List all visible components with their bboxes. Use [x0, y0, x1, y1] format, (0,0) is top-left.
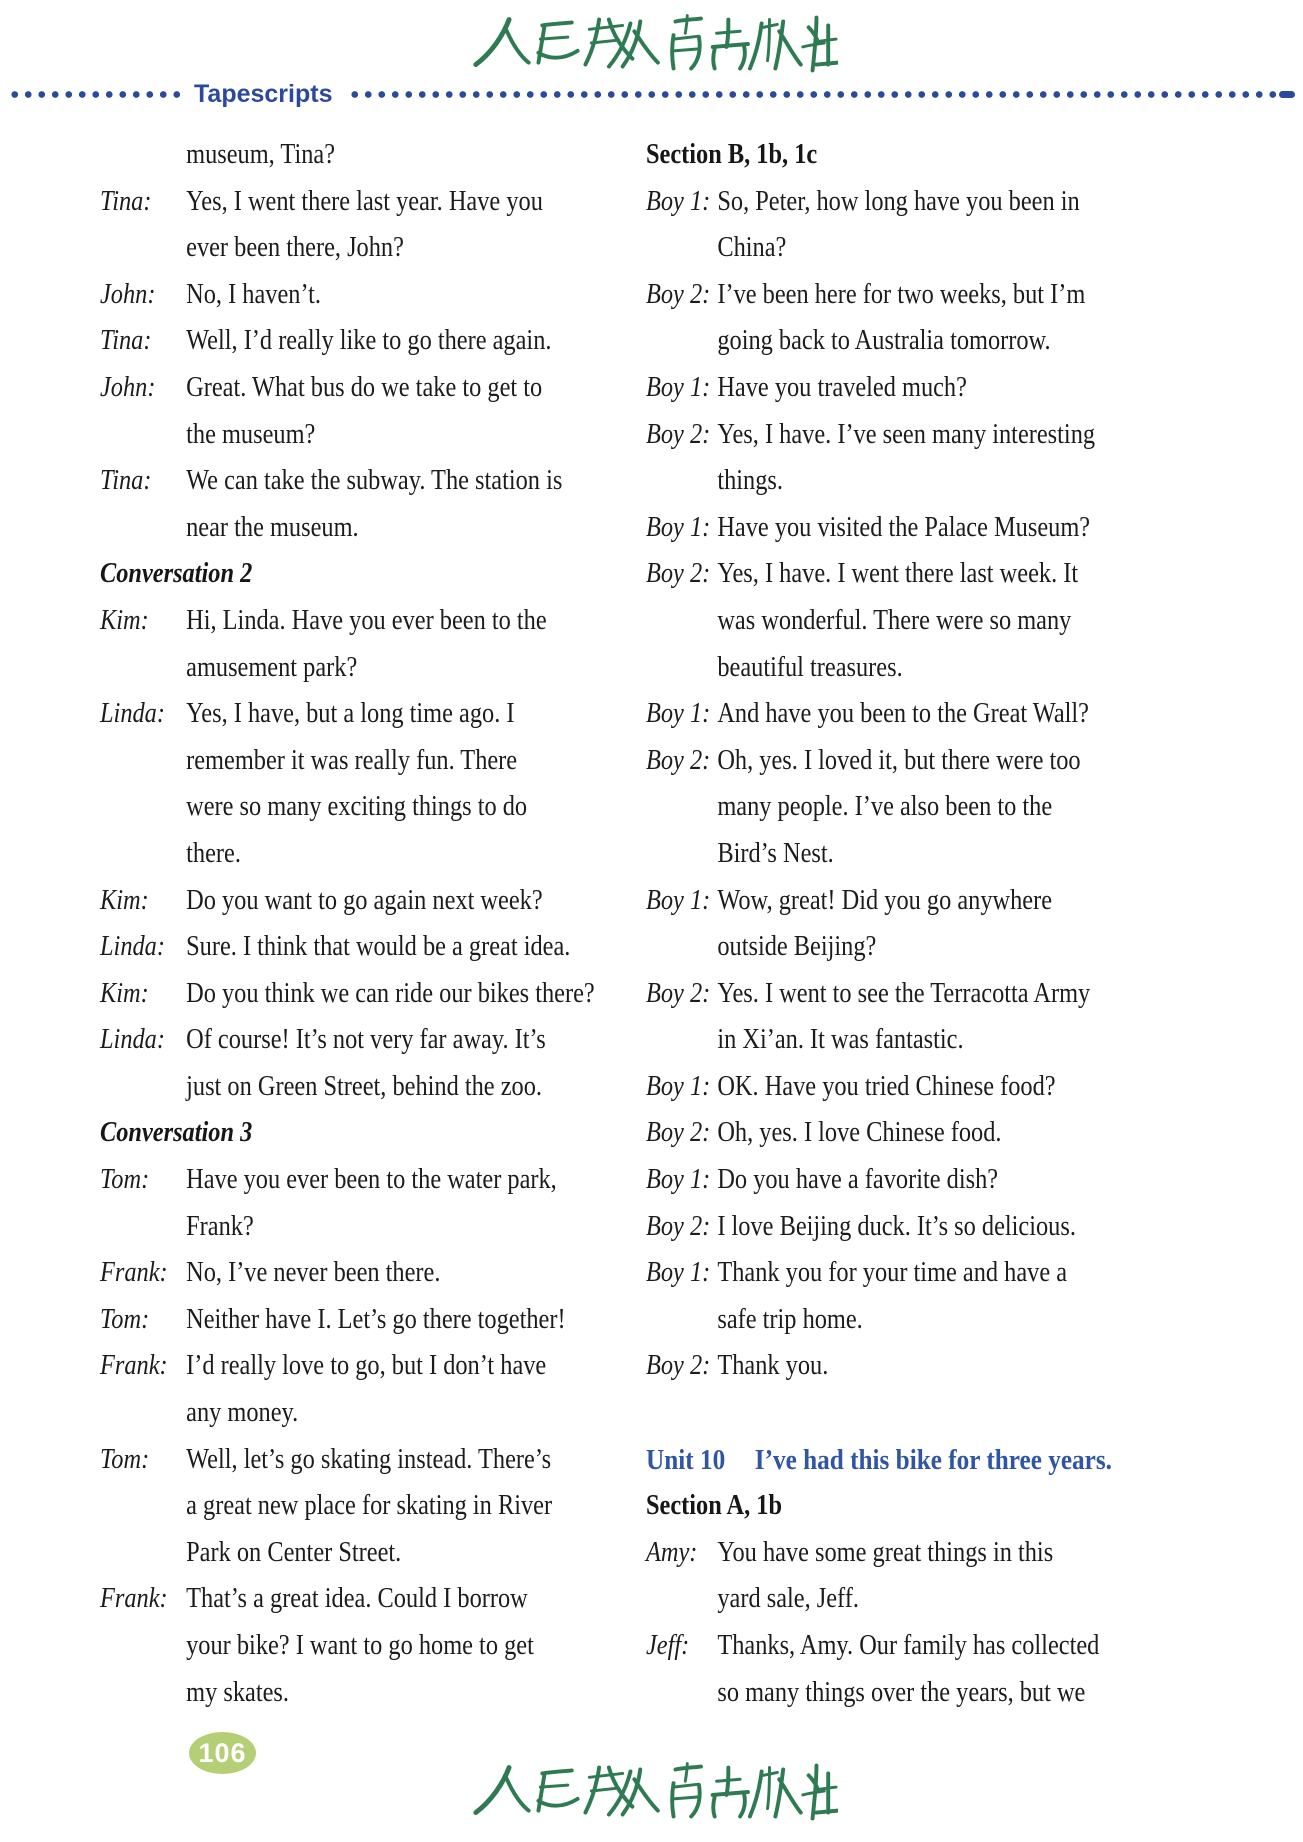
- dialogue-line: OK. Have you tried Chinese food?: [717, 1070, 1056, 1102]
- dialogue-entry: [100, 179, 639, 272]
- dialogue-line: Frank?: [186, 1210, 254, 1242]
- dialogue-line: No, I haven’t.: [186, 278, 321, 310]
- publisher-logo-top: [0, 12, 1303, 76]
- dialogue-lines: [186, 272, 639, 319]
- dialogue-line: your bike? I want to go home to get: [186, 1630, 534, 1661]
- speaker-label: Linda:: [100, 698, 165, 730]
- dialogue-lines: [717, 1623, 1255, 1716]
- dialogue-line: Well, let’s go skating instead. There’s: [186, 1443, 552, 1475]
- dialogue-lines: [717, 691, 1255, 738]
- dialogue-line: We can take the subway. The station is: [186, 465, 563, 497]
- continuation-entry: [100, 132, 639, 179]
- speaker-label: Boy 2:: [646, 1210, 711, 1242]
- speaker-label: Kim:: [100, 884, 149, 916]
- speaker-label: Boy 1:: [646, 371, 711, 403]
- dialogue-lines: [717, 1064, 1255, 1111]
- dialogue-line: the museum?: [186, 418, 316, 450]
- dialogue-line: in Xi’an. It was fantastic.: [717, 1024, 964, 1056]
- dialogue-lines: [186, 691, 639, 877]
- right-column: [646, 132, 1255, 1716]
- dialogue-entry: [646, 272, 1255, 365]
- speaker-label: Boy 2:: [646, 558, 711, 590]
- dialogue-line: a great new place for skating in River: [186, 1490, 553, 1522]
- dialogue-line: near the museum.: [186, 511, 359, 543]
- dialogue-lines: [186, 971, 639, 1018]
- dialogue-line: Yes, I went there last year. Have you: [186, 185, 543, 217]
- speaker-label: Frank:: [100, 1257, 168, 1289]
- dialogue-entry: [100, 878, 639, 925]
- speaker-label: Amy:: [646, 1536, 698, 1568]
- dialogue-lines: [186, 1017, 639, 1110]
- dialogue-lines: [717, 878, 1255, 971]
- dialogue-line: I’ve been here for two weeks, but I’m: [717, 278, 1086, 310]
- speaker-label: Tina:: [100, 465, 152, 497]
- publisher-logo-bottom: [0, 1760, 1303, 1824]
- dialogue-lines: [186, 598, 639, 691]
- dialogue-line: just on Green Street, behind the zoo.: [186, 1070, 542, 1102]
- speaker-label: Tina:: [100, 325, 152, 357]
- speaker-label: Boy 1:: [646, 884, 711, 916]
- dotted-rule-right-icon: [348, 90, 1295, 99]
- dialogue-lines: [717, 738, 1255, 878]
- speaker-label: John:: [100, 278, 156, 310]
- dialogue-lines: [186, 1343, 639, 1436]
- speaker-label: Tom:: [100, 1303, 150, 1335]
- dialogue-entry: [646, 1530, 1255, 1623]
- dialogue-line: I love Beijing duck. It’s so delicious.: [717, 1210, 1076, 1242]
- dialogue-line: Yes. I went to see the Terracotta Army: [717, 977, 1091, 1009]
- dialogue-lines: [717, 1157, 1255, 1204]
- dialogue-line: Yes, I have, but a long time ago. I: [186, 698, 515, 730]
- dialogue-entry: [100, 1017, 639, 1110]
- dialogue-entry: [646, 505, 1255, 552]
- dialogue-line: Of course! It’s not very far away. It’s: [186, 1024, 546, 1056]
- section-heading: Section B, 1b, 1c: [646, 139, 818, 170]
- dialogue-entry: [646, 738, 1255, 878]
- dialogue-line: Thank you.: [717, 1350, 829, 1382]
- dialogue-line: Yes, I have. I’ve seen many interesting: [717, 418, 1096, 450]
- dialogue-line: Great. What bus do we take to get to: [186, 371, 543, 403]
- dialogue-entry: [100, 924, 639, 971]
- dialogue-line: was wonderful. There were so many: [717, 604, 1072, 636]
- speaker-label: Kim:: [100, 977, 149, 1009]
- dialogue-line: museum, Tina?: [186, 139, 336, 170]
- page-number: 106: [198, 1737, 247, 1768]
- speaker-label: Frank:: [100, 1583, 168, 1615]
- dialogue-line: things.: [717, 465, 783, 497]
- dialogue-entry: [646, 878, 1255, 971]
- pep-logo-calligraphy-icon: [466, 1760, 838, 1824]
- dialogue-line: And have you been to the Great Wall?: [717, 698, 1090, 730]
- dialogue-entry: [646, 971, 1255, 1064]
- dialogue-lines: [186, 458, 639, 551]
- left-column: [100, 132, 639, 1716]
- dialogue-line: That’s a great idea. Could I borrow: [186, 1583, 528, 1615]
- dialogue-line: many people. I’ve also been to the: [717, 791, 1053, 823]
- speaker-label: Kim:: [100, 604, 149, 636]
- dialogue-lines: [717, 551, 1255, 691]
- dialogue-lines: [717, 365, 1255, 412]
- conversation-heading: Conversation 3: [100, 1117, 253, 1149]
- speaker-label: Jeff:: [646, 1630, 690, 1661]
- speaker-label: Linda:: [100, 931, 165, 963]
- dialogue-line: Hi, Linda. Have you ever been to the: [186, 604, 547, 636]
- dialogue-entry: [100, 1343, 639, 1436]
- dialogue-line: remember it was really fun. There: [186, 744, 518, 776]
- dialogue-lines: [186, 132, 639, 179]
- speaker-label: Boy 2:: [646, 1350, 711, 1382]
- dialogue-entry: [646, 179, 1255, 272]
- speaker-label: Boy 1:: [646, 1070, 711, 1102]
- dialogue-lines: [186, 365, 639, 458]
- dialogue-entry: [100, 458, 639, 551]
- dialogue-line: Oh, yes. I love Chinese food.: [717, 1117, 1002, 1149]
- section-heading: Section A, 1b: [646, 1490, 783, 1522]
- dialogue-line: beautiful treasures.: [717, 651, 903, 683]
- dialogue-line: Well, I’d really like to go there again.: [186, 325, 552, 357]
- dialogue-line: So, Peter, how long have you been in: [717, 185, 1080, 217]
- dialogue-line: No, I’ve never been there.: [186, 1257, 441, 1289]
- dialogue-lines: [186, 924, 639, 971]
- speaker-label: John:: [100, 371, 156, 403]
- dialogue-line: I’d really love to go, but I don’t have: [186, 1350, 547, 1382]
- dialogue-lines: [186, 1576, 639, 1716]
- dialogue-entry: [100, 691, 639, 877]
- dialogue-line: ever been there, John?: [186, 232, 404, 264]
- dialogue-line: my skates.: [186, 1676, 289, 1708]
- dialogue-entry: [100, 971, 639, 1018]
- dialogue-entry: [100, 318, 639, 365]
- dialogue-line: Oh, yes. I loved it, but there were too: [717, 744, 1081, 776]
- dialogue-line: Thanks, Amy. Our family has collected: [717, 1630, 1100, 1661]
- dialogue-entry: [100, 1297, 639, 1344]
- dialogue-line: Have you traveled much?: [717, 371, 967, 403]
- dialogue-entry: [646, 1064, 1255, 1111]
- dialogue-entry: [646, 1157, 1255, 1204]
- dialogue-lines: [717, 1110, 1255, 1157]
- dialogue-entry: [100, 272, 639, 319]
- dialogue-entry: [646, 1204, 1255, 1251]
- dialogue-line: yard sale, Jeff.: [717, 1583, 859, 1615]
- dialogue-line: Neither have I. Let’s go there together!: [186, 1303, 566, 1335]
- dialogue-entry: [100, 598, 639, 691]
- dialogue-entry: [646, 412, 1255, 505]
- dialogue-lines: [186, 1297, 639, 1344]
- dotted-rule-left-icon: [8, 90, 186, 99]
- tapescripts-title: Tapescripts: [194, 79, 333, 108]
- dialogue-lines: [717, 505, 1255, 552]
- dialogue-lines: [717, 412, 1255, 505]
- dialogue-entry: [100, 1250, 639, 1297]
- dialogue-lines: [186, 1250, 639, 1297]
- dialogue-entry: [646, 1250, 1255, 1343]
- speaker-label: Boy 1:: [646, 1257, 711, 1289]
- unit-heading: [646, 1437, 1255, 1484]
- dialogue-line: Do you think we can ride our bikes there?: [186, 977, 595, 1009]
- dialogue-line: any money.: [186, 1397, 299, 1429]
- dialogue-lines: [717, 1343, 1255, 1390]
- conversation-heading: Conversation 2: [100, 558, 253, 590]
- dialogue-lines: [186, 878, 639, 925]
- speaker-label: Frank:: [100, 1350, 168, 1382]
- dialogue-line: going back to Australia tomorrow.: [717, 325, 1051, 357]
- dialogue-line: were so many exciting things to do: [186, 791, 528, 823]
- speaker-label: Boy 1:: [646, 185, 711, 217]
- dialogue-lines: [186, 1437, 639, 1577]
- pep-logo-calligraphy-icon: [466, 12, 838, 76]
- speaker-label: Tina:: [100, 185, 152, 217]
- dialogue-lines: [186, 1157, 639, 1250]
- dialogue-line: Wow, great! Did you go anywhere: [717, 884, 1053, 916]
- dialogue-line: Do you want to go again next week?: [186, 884, 543, 916]
- dialogue-line: Yes, I have. I went there last week. It: [717, 558, 1079, 590]
- dialogue-entry: [100, 1437, 639, 1577]
- dialogue-line: Sure. I think that would be a great idea.: [186, 931, 571, 963]
- dialogue-line: You have some great things in this: [717, 1536, 1054, 1568]
- dialogue-entry: [646, 1343, 1255, 1390]
- dialogue-entry: [100, 365, 639, 458]
- dialogue-line: amusement park?: [186, 651, 358, 683]
- speaker-label: Boy 2:: [646, 1117, 711, 1149]
- dialogue-lines: [717, 1250, 1255, 1343]
- speaker-label: Boy 1:: [646, 698, 711, 730]
- dialogue-lines: [717, 1530, 1255, 1623]
- dialogue-line: Have you visited the Palace Museum?: [717, 511, 1091, 543]
- dialogue-line: Park on Center Street.: [186, 1536, 402, 1568]
- speaker-label: Boy 1:: [646, 511, 711, 543]
- speaker-label: Boy 2:: [646, 977, 711, 1009]
- dialogue-line: there.: [186, 837, 241, 869]
- unit-label: Unit 10: [646, 1443, 726, 1476]
- dialogue-line: Thank you for your time and have a: [717, 1257, 1068, 1289]
- dialogue-lines: [717, 179, 1255, 272]
- dialogue-lines: [717, 1204, 1255, 1251]
- dialogue-entry: [646, 551, 1255, 691]
- dialogue-line: Bird’s Nest.: [717, 837, 834, 869]
- unit-title: I’ve had this bike for three years.: [754, 1443, 1112, 1476]
- speaker-label: Linda:: [100, 1024, 165, 1056]
- dialogue-line: Do you have a favorite dish?: [717, 1164, 999, 1196]
- dialogue-entry: [646, 1110, 1255, 1157]
- dialogue-line: safe trip home.: [717, 1303, 863, 1335]
- dialogue-lines: [186, 179, 639, 272]
- dialogue-entry: [100, 1576, 639, 1716]
- speaker-label: Tom:: [100, 1164, 150, 1196]
- dialogue-lines: [186, 318, 639, 365]
- speaker-label: Tom:: [100, 1443, 150, 1475]
- tapescripts-header: [0, 76, 1303, 112]
- dialogue-line: Have you ever been to the water park,: [186, 1164, 557, 1196]
- dialogue-line: outside Beijing?: [717, 931, 877, 963]
- dialogue-lines: [717, 272, 1255, 365]
- dialogue-line: China?: [717, 232, 787, 264]
- speaker-label: Boy 2:: [646, 278, 711, 310]
- dialogue-line: so many things over the years, but we: [717, 1676, 1086, 1708]
- speaker-label: Boy 1:: [646, 1164, 711, 1196]
- dialogue-entry: [646, 1623, 1255, 1716]
- dialogue-entry: [646, 691, 1255, 738]
- speaker-label: Boy 2:: [646, 418, 711, 450]
- dialogue-entry: [100, 1157, 639, 1250]
- dialogue-entry: [646, 365, 1255, 412]
- dialogue-lines: [717, 971, 1255, 1064]
- speaker-label: Boy 2:: [646, 744, 711, 776]
